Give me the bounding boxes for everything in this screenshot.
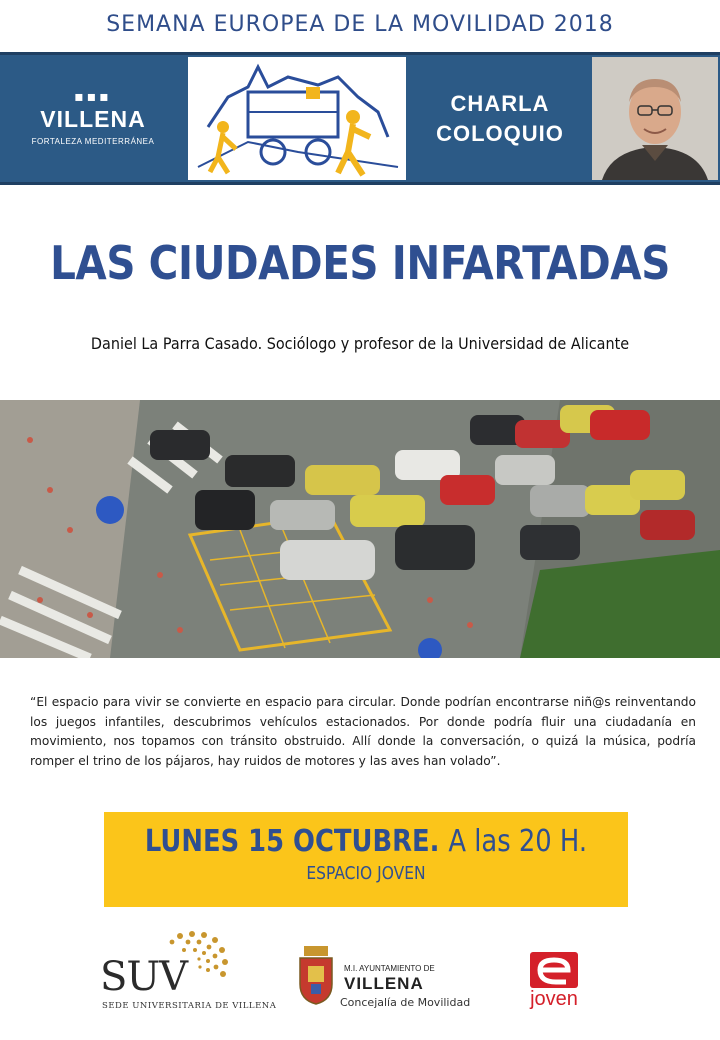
ejoven-e-icon <box>524 950 584 990</box>
brand-dots-icon: ▪▪▪ <box>74 88 112 105</box>
traffic-photo <box>0 400 720 658</box>
ejoven-wordmark: joven <box>530 988 578 1010</box>
header-banner <box>0 52 720 185</box>
schedule-date: LUNES 15 OCTUBRE. <box>144 824 440 859</box>
schedule-venue: ESPACIO JOVEN <box>306 863 426 884</box>
talk-quote: “El espacio para vivir se convierte en espacio para circular. Donde podrían encontrarse niñ@s reinventando los juegos infantiles, descubrimos vehículos estacionados. Por donde podría fluir una ciudadanía en movimiento, nos topamos con tránsito obstruido. Allí donde la conversación, o quizá la música, podría romper el trino de los pájaros, hay ruidos de motores y las aves han volado”. <box>30 695 696 768</box>
schedule-box <box>104 812 628 907</box>
brand-name: VILLENA <box>40 105 146 132</box>
villena-brand-logo <box>0 55 186 182</box>
ayto-prefix: M.I. AYUNTAMIENTO DE <box>344 964 435 973</box>
schedule-datetime <box>141 824 592 859</box>
mobility-illustration-icon <box>188 57 406 180</box>
talk-type-line1: CHARLA <box>450 90 550 116</box>
talk-type-line2: COLOQUIO <box>436 120 564 146</box>
talk-title: LAS CIUDADES INFARTADAS <box>50 236 670 290</box>
event-series-heading: SEMANA EUROPEA DE LA MOVILIDAD 2018 <box>106 12 614 37</box>
mobility-illustration <box>188 57 406 180</box>
ayuntamiento-logo <box>296 944 476 1014</box>
talk-type-label <box>410 55 590 182</box>
ayto-name: VILLENA <box>344 974 424 993</box>
coat-of-arms-icon <box>296 944 336 1006</box>
suv-logo <box>100 928 277 1018</box>
brand-tagline: FORTALEZA MEDITERRÁNEA <box>31 136 155 146</box>
suv-fullname: SEDE UNIVERSITARIA DE VILLENA <box>102 1001 277 1011</box>
schedule-time: A las 20 H. <box>448 824 588 859</box>
speaker-photo <box>592 57 718 180</box>
speaker-credit: Daniel La Parra Casado. Sociólogo y profesor de la Universidad de Alicante <box>90 334 630 353</box>
ejoven-logo <box>524 950 584 1012</box>
speaker-portrait-icon <box>592 57 718 180</box>
ayto-department: Concejalía de Movilidad <box>340 996 471 1009</box>
traffic-scene-icon <box>0 400 720 658</box>
suv-wordmark: SUV <box>100 954 187 1000</box>
